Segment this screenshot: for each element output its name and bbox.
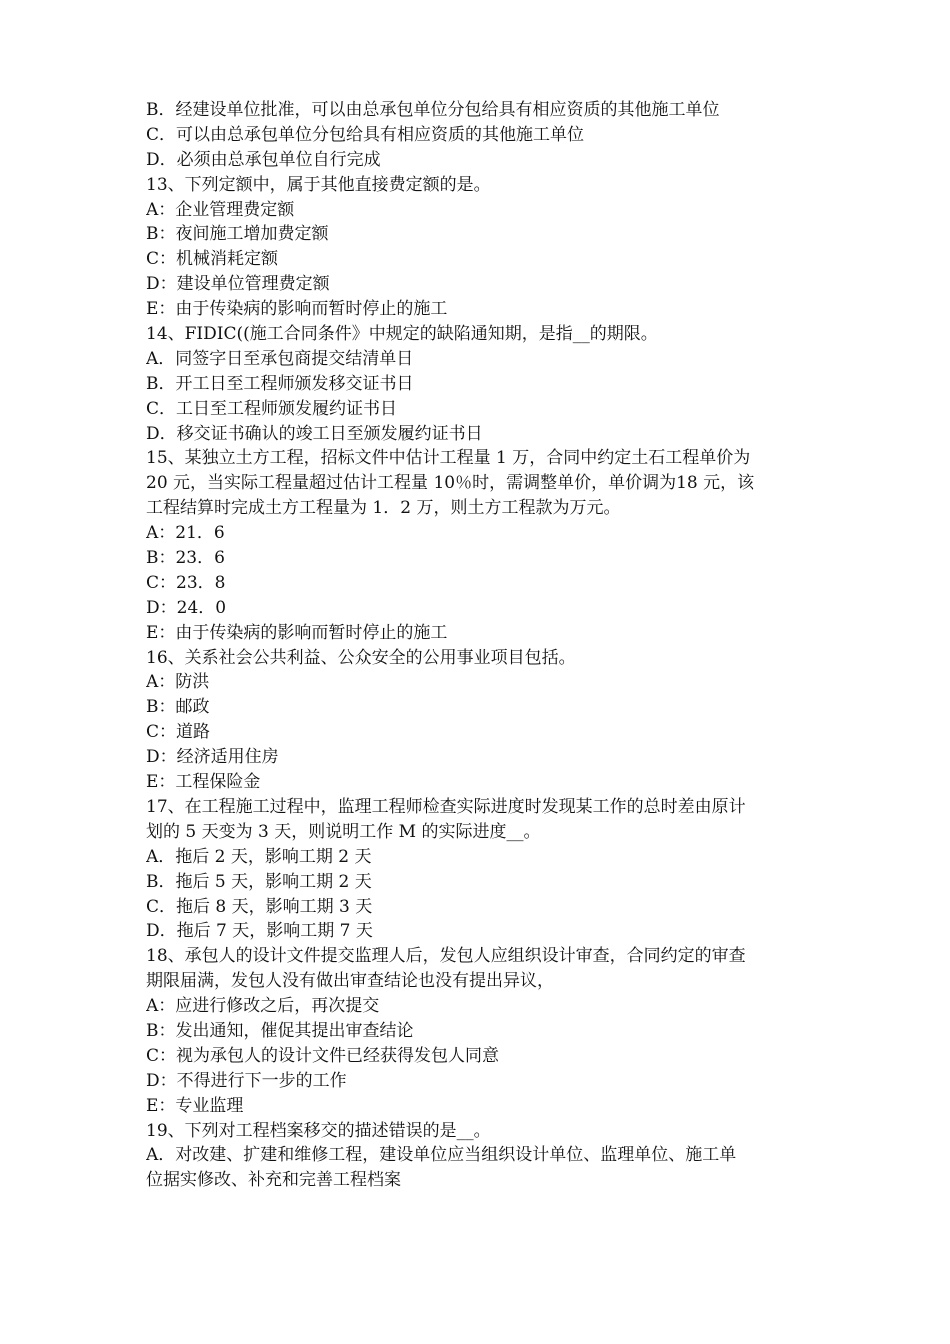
option-line: A．对改建、扩建和维修工程，建设单位应当组织设计单位、监理单位、施工单 xyxy=(146,1145,737,1166)
option-line: E：工程保险金 xyxy=(146,772,261,793)
question-line: 15、某独立土方工程，招标文件中估计工程量 1 万，合同中约定土石工程单价为 xyxy=(146,448,751,469)
option-line: D：经济适用住房 xyxy=(146,747,279,768)
question-line: 期限届满，发包人没有做出审查结论也没有提出异议， xyxy=(146,971,554,992)
option-line: B：夜间施工增加费定额 xyxy=(146,224,329,245)
option-line: D：24．0 xyxy=(146,597,227,618)
option-line: C：23．8 xyxy=(146,572,226,593)
question-line: 16、关系社会公共利益、公众安全的公用事业项目包括。 xyxy=(146,647,576,668)
option-line: C：机械消耗定额 xyxy=(146,249,279,270)
option-line: E：专业监理 xyxy=(146,1095,244,1116)
option-line: A．同签字日至承包商提交结清单日 xyxy=(146,348,414,369)
option-line: E：由于传染病的影响而暂时停止的施工 xyxy=(146,622,448,643)
option-line: D．移交证书确认的竣工日至颁发履约证书日 xyxy=(146,423,483,444)
option-line: 位据实修改、补充和完善工程档案 xyxy=(146,1170,401,1191)
option-line: A．拖后 2 天，影响工期 2 天 xyxy=(146,846,372,867)
option-line: B：邮政 xyxy=(146,697,210,718)
question-line: 20 元，当实际工程量超过估计工程量 10％时，需调整单价，单价调为18 元，该 xyxy=(146,473,755,494)
question-line: 18、承包人的设计文件提交监理人后，发包人应组织设计审查，合同约定的审查 xyxy=(146,946,746,967)
question-line: 19、下列对工程档案移交的描述错误的是__。 xyxy=(146,1120,491,1141)
option-line: D：不得进行下一步的工作 xyxy=(146,1070,347,1091)
option-line: C．可以由总承包单位分包给具有相应资质的其他施工单位 xyxy=(146,124,585,145)
option-line: E：由于传染病的影响而暂时停止的施工 xyxy=(146,299,448,320)
option-line: C：道路 xyxy=(146,722,211,743)
question-line: 工程结算时完成土方工程量为 1．2 万，则土方工程款为万元。 xyxy=(146,498,621,519)
option-line: B：发出通知，催促其提出审查结论 xyxy=(146,1020,414,1041)
option-line: B．拖后 5 天，影响工期 2 天 xyxy=(146,871,372,892)
option-line: C：视为承包人的设计文件已经获得发包人同意 xyxy=(146,1045,500,1066)
option-line: A：防洪 xyxy=(146,672,210,693)
question-line: 划的 5 天变为 3 天，则说明工作 M 的实际进度__。 xyxy=(146,821,541,842)
question-line: 17、在工程施工过程中，监理工程师检查实际进度时发现某工作的总时差由原计 xyxy=(146,796,746,817)
document-body xyxy=(146,98,810,1193)
option-line: C．拖后 8 天，影响工期 3 天 xyxy=(146,896,373,917)
option-line: A：应进行修改之后，再次提交 xyxy=(146,996,380,1017)
option-line: A：21．6 xyxy=(146,523,225,544)
option-line: B：23．6 xyxy=(146,548,225,569)
question-line: 13、下列定额中，属于其他直接费定额的是。 xyxy=(146,174,491,195)
option-line: B．开工日至工程师颁发移交证书日 xyxy=(146,373,414,394)
option-line: A：企业管理费定额 xyxy=(146,199,295,220)
option-line: B．经建设单位批准，可以由总承包单位分包给具有相应资质的其他施工单位 xyxy=(146,100,720,120)
question-line: 14、FIDIC((施工合同条件》中规定的缺陷通知期，是指__的期限。 xyxy=(146,324,658,345)
option-line: D：建设单位管理费定额 xyxy=(146,274,330,295)
option-line: C．工日至工程师颁发履约证书日 xyxy=(146,398,398,419)
option-line: D．拖后 7 天，影响工期 7 天 xyxy=(146,921,373,942)
option-line: D．必须由总承包单位自行完成 xyxy=(146,149,381,170)
